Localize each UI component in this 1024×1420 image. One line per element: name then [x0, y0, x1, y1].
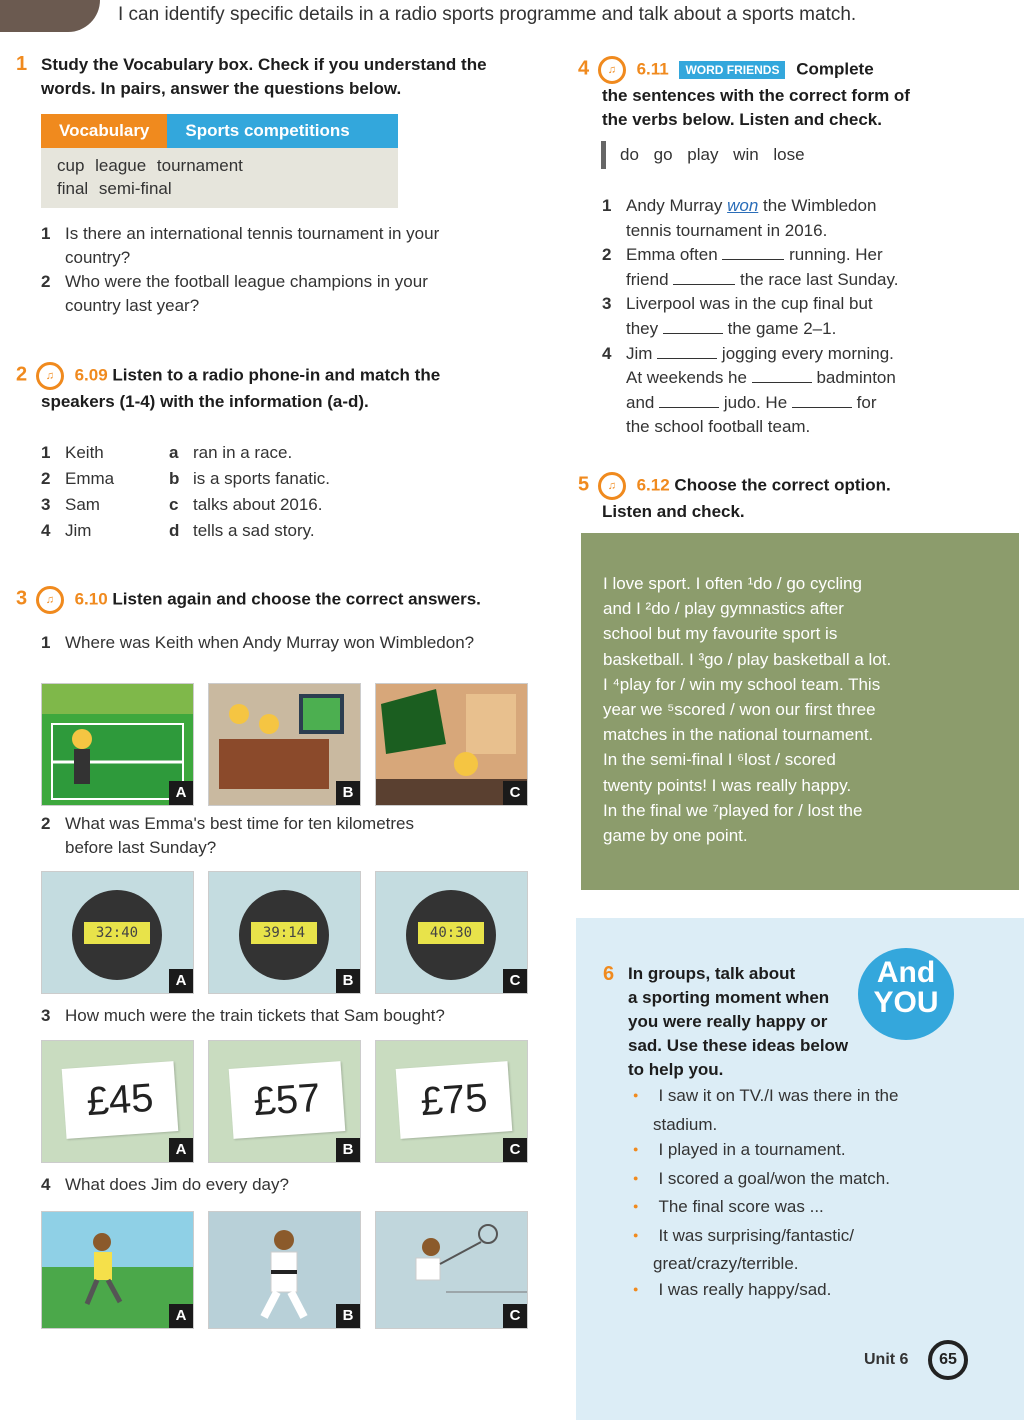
speaker-name: Sam — [65, 495, 100, 514]
stopwatch-icon — [406, 890, 496, 980]
vocabulary-words-line1: cup league tournament — [57, 156, 243, 175]
idea-item — [653, 1194, 953, 1223]
option-picture-price[interactable] — [208, 1040, 361, 1163]
sentence-text: tennis tournament in 2016. — [626, 220, 828, 240]
stopwatch-time: 39:14 — [251, 922, 317, 944]
exercise-4 — [578, 56, 958, 132]
idea-text: I saw it on TV./I was there in the — [658, 1086, 899, 1105]
audio-track: 6.12 — [636, 475, 670, 495]
exercise-number: 3 — [16, 587, 28, 610]
exercise-2 — [16, 362, 536, 414]
sentence-text: Andy Murray — [626, 196, 723, 215]
info-letter: d — [169, 521, 180, 540]
exercise-number: 1 — [16, 53, 28, 75]
info-letter: a — [169, 443, 179, 462]
sentence-text: Emma often — [626, 245, 718, 265]
answer-blank[interactable] — [673, 284, 735, 285]
info-text: ran in a race. — [193, 443, 293, 462]
sentence-text: and — [626, 392, 655, 412]
idea-text: stadium. — [653, 1114, 718, 1134]
question-4 — [41, 1173, 289, 1197]
question-text: Where was Keith when Andy Murray won Wimbledon? — [65, 633, 475, 652]
audio-track: 6.10 — [74, 589, 108, 609]
option-label: C — [503, 969, 527, 993]
matching-row — [41, 440, 461, 466]
exercise-1-instruction-line2: words. In pairs, answer the questions below. — [41, 79, 402, 98]
sentence-text: the game 2–1. — [727, 318, 837, 338]
exercise-2-instruction-line1: Listen to a radio phone-in and match the — [112, 365, 441, 385]
idea-item — [653, 1277, 953, 1306]
audio-icon[interactable]: ♫ — [598, 472, 626, 500]
audio-track: 6.09 — [74, 365, 108, 385]
option-label: B — [336, 969, 360, 993]
price-ticket: £57 — [229, 1061, 346, 1139]
option-picture-stopwatch[interactable] — [208, 871, 361, 994]
sentence-text: badminton — [816, 368, 896, 388]
vocabulary-tab: Vocabulary — [41, 114, 167, 148]
text-line[interactable]: year we ⁵scored / won our first three — [603, 700, 876, 720]
idea-item — [653, 1223, 953, 1277]
option-label: A — [169, 781, 193, 805]
sentence-number: 2 — [602, 245, 612, 265]
idea-text: great/crazy/terrible. — [653, 1254, 799, 1273]
text-line[interactable]: I ⁴play for / win my school team. This — [603, 674, 881, 694]
question-text: What does Jim do every day? — [65, 1175, 289, 1194]
option-picture-stopwatch[interactable] — [41, 871, 194, 994]
option-picture-judo[interactable] — [208, 1211, 361, 1329]
text-line: twenty points! I was really happy. — [603, 775, 852, 795]
idea-item — [653, 1166, 953, 1195]
question-number: 2 — [41, 272, 51, 291]
question-number: 2 — [41, 814, 51, 833]
text-line: school but my favourite sport is — [603, 624, 838, 644]
sentence-text: the race last Sunday. — [740, 269, 899, 289]
info-text: is a sports fanatic. — [193, 469, 331, 488]
option-label: B — [336, 1138, 360, 1162]
stopwatch-icon — [72, 890, 162, 980]
sentence-text: running. Her — [789, 245, 883, 265]
exercise-4-instruction-line1: Complete — [796, 59, 874, 79]
idea-item — [653, 1083, 953, 1137]
option-label: B — [336, 1304, 360, 1328]
question-number: 1 — [41, 633, 51, 652]
idea-text: I played in a tournament. — [658, 1140, 846, 1159]
exercise-4-sentences — [602, 194, 962, 440]
question-3 — [41, 1004, 445, 1028]
exercise-5-instruction-line2: Listen and check. — [602, 502, 745, 521]
option-picture-jogging[interactable] — [41, 1211, 194, 1329]
vocabulary-box — [41, 114, 398, 208]
exercise-1-instruction-line1: Study the Vocabulary box. Check if you understand the — [41, 55, 487, 74]
sentence-text: they — [626, 318, 659, 338]
idea-text: It was surprising/fantastic/ — [658, 1225, 855, 1245]
exercise-2-instruction-line2: speakers (1-4) with the information (a-d). — [41, 392, 369, 411]
exercise-6 — [603, 962, 863, 1082]
text-line: matches in the national tournament. — [603, 725, 874, 745]
answer-blank[interactable] — [722, 259, 784, 260]
exercise-number: 6 — [603, 963, 615, 985]
option-label: A — [169, 969, 193, 993]
option-picture-stadium-crowd[interactable] — [375, 683, 528, 806]
speaker-number: 4 — [41, 521, 51, 540]
exercise-6-instruction: a sporting moment when — [628, 988, 830, 1007]
stopwatch-time: 40:30 — [418, 922, 484, 944]
audio-icon[interactable]: ♫ — [36, 362, 64, 390]
answer-blank[interactable] — [752, 382, 812, 383]
question-text: How much were the train tickets that Sam bought? — [65, 1006, 445, 1025]
exercise-3 — [16, 586, 546, 614]
info-letter: b — [169, 469, 180, 488]
speaker-name: Emma — [65, 469, 115, 488]
speaker-number: 3 — [41, 495, 51, 514]
audio-track: 6.11 — [636, 59, 669, 79]
option-label: A — [169, 1304, 193, 1328]
text-line[interactable]: In the final we ⁷played for / lost the — [603, 800, 863, 820]
sentence-text: the school football team. — [626, 417, 811, 437]
question-2 — [41, 812, 414, 860]
audio-icon[interactable]: ♫ — [36, 586, 64, 614]
ideas-list — [653, 1083, 953, 1305]
stopwatch-time: 32:40 — [84, 922, 150, 944]
audio-icon[interactable]: ♫ — [598, 56, 626, 84]
sentence-number: 3 — [602, 294, 612, 314]
option-label: C — [503, 1138, 527, 1162]
sentence-text: for — [856, 392, 877, 412]
matching-row — [41, 518, 461, 544]
sentence-text: the Wimbledon — [763, 196, 877, 215]
question-number: 1 — [41, 224, 51, 243]
option-picture-tennis-court[interactable] — [41, 683, 194, 806]
answer-blank[interactable] — [659, 407, 719, 408]
verb-list: do go play win lose — [601, 141, 805, 169]
word-friends-badge: WORD FRIENDS — [679, 61, 785, 79]
and-you-text: YOU — [873, 986, 939, 1019]
exercise-6-instruction: In groups, talk about — [628, 964, 796, 983]
answer-blank[interactable] — [657, 358, 717, 359]
idea-text: The final score was ... — [658, 1197, 824, 1216]
option-label: C — [503, 1304, 527, 1328]
option-picture-stopwatch[interactable] — [375, 871, 528, 994]
answer-blank[interactable] — [792, 407, 852, 408]
text-box-choose-option — [581, 533, 1019, 890]
text-line[interactable]: I love sport. I often ¹do / go cycling — [603, 574, 862, 593]
info-letter: c — [169, 495, 179, 514]
vocabulary-title: Sports competitions — [185, 121, 350, 140]
and-you-badge — [858, 948, 954, 1040]
speaker-number: 2 — [41, 469, 51, 488]
exercise-1-questions — [41, 222, 511, 318]
option-label: B — [336, 781, 360, 805]
exercise-number: 2 — [16, 363, 28, 386]
exercise-6-instruction: you were really happy or — [628, 1012, 828, 1031]
info-text: talks about 2016. — [193, 495, 323, 514]
speaker-number: 1 — [41, 443, 51, 462]
unit-label: Unit 6 — [864, 1351, 909, 1368]
info-text: tells a sad story. — [193, 521, 315, 540]
sentence-text: judo. He — [723, 392, 788, 412]
example-answer: won — [727, 196, 759, 215]
header-photo — [0, 0, 100, 32]
exercise-3-instruction: Listen again and choose the correct answers. — [112, 589, 481, 609]
exercise-6-instruction: sad. Use these ideas below — [628, 1036, 849, 1055]
question-text: Is there an international tennis tournament in your — [65, 224, 440, 243]
exercise-1 — [16, 53, 536, 101]
speaker-name: Jim — [65, 521, 92, 540]
question-text: before last Sunday? — [65, 838, 217, 857]
price-ticket: £75 — [396, 1061, 513, 1139]
question-text: What was Emma's best time for ten kilometres — [65, 814, 415, 833]
option-label: A — [169, 1138, 193, 1162]
matching-row — [41, 492, 461, 518]
exercise-4-instruction-line3: the verbs below. Listen and check. — [602, 110, 882, 129]
text-line[interactable]: and I ²do / play gymnastics after — [603, 599, 844, 619]
vocabulary-words-line2: final semi-final — [57, 179, 172, 198]
sentence-text: Liverpool was in the cup final but — [626, 294, 873, 314]
text-line[interactable]: basketball. I ³go / play basketball a lot. — [603, 649, 892, 669]
answer-blank[interactable] — [663, 333, 723, 334]
sentence-text: Jim — [626, 343, 653, 363]
question-number: 3 — [41, 1006, 51, 1025]
learning-objective: I can identify specific details in a radio sports programme and talk about a sports match. — [118, 4, 857, 25]
sentence-text: At weekends he — [626, 368, 747, 388]
option-picture-price[interactable] — [41, 1040, 194, 1163]
stopwatch-icon — [239, 890, 329, 980]
option-picture-price[interactable] — [375, 1040, 528, 1163]
exercise-4-instruction-line2: the sentences with the correct form of — [602, 86, 910, 105]
exercise-number: 4 — [578, 57, 590, 80]
sentence-text: friend — [626, 269, 669, 289]
and-you-text: And — [876, 956, 936, 989]
exercise-5-instruction-line1: Choose the correct option. — [674, 475, 891, 495]
idea-text: I scored a goal/won the match. — [658, 1168, 890, 1188]
idea-text: I was really happy/sad. — [658, 1279, 832, 1299]
question-1 — [41, 631, 474, 655]
option-picture-watching-tv[interactable] — [208, 683, 361, 806]
question-text: country last year? — [65, 296, 200, 315]
sentence-number: 4 — [602, 343, 612, 363]
exercise-number: 5 — [578, 473, 590, 496]
exercise-5 — [578, 472, 958, 524]
price-ticket: £45 — [62, 1061, 179, 1139]
sentence-text: jogging every morning. — [721, 343, 894, 363]
question-text: country? — [65, 248, 131, 267]
question-text: Who were the football league champions in your — [65, 272, 428, 291]
page-number: 65 — [928, 1340, 968, 1380]
idea-item — [653, 1137, 953, 1166]
speaker-name: Keith — [65, 443, 104, 462]
matching-list — [41, 440, 461, 544]
text-line[interactable]: In the semi-final I ⁶lost / scored — [603, 750, 836, 770]
sentence-number: 1 — [602, 196, 612, 215]
exercise-6-instruction: to help you. — [628, 1060, 724, 1079]
matching-row — [41, 466, 461, 492]
option-label: C — [503, 781, 527, 805]
text-line: game by one point. — [603, 826, 748, 846]
question-number: 4 — [41, 1175, 51, 1194]
option-picture-badminton[interactable] — [375, 1211, 528, 1329]
